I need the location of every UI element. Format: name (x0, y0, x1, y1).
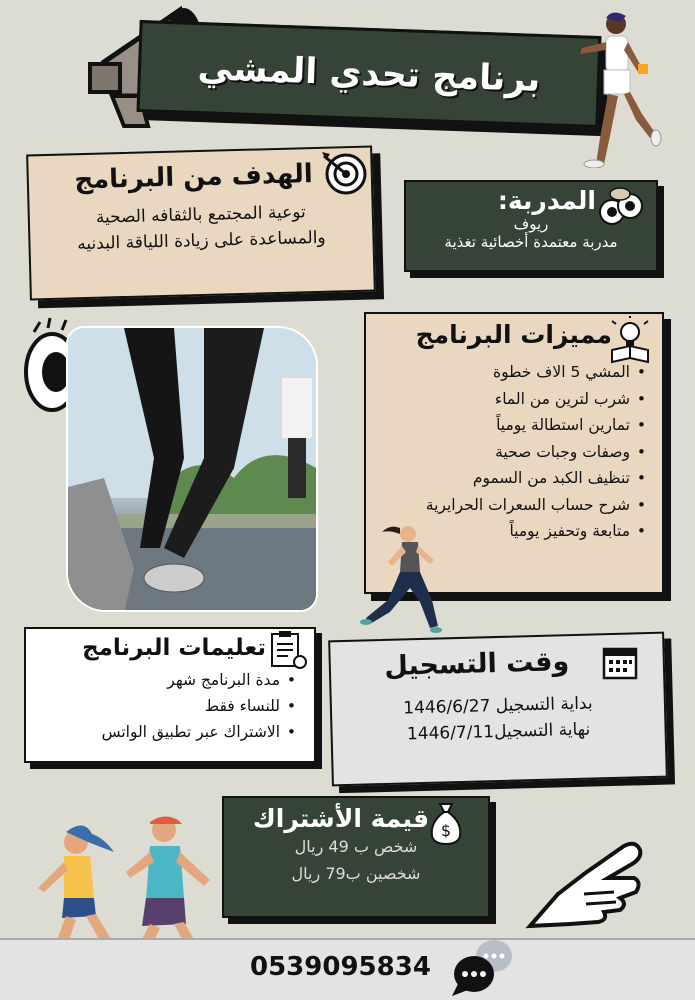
features-heading: مميزات البرنامج (415, 320, 612, 349)
trainer-name: ريوف (513, 215, 549, 233)
chat-bubble-icon (450, 936, 516, 998)
clipboard-icon (268, 630, 308, 670)
registration-heading: وقت التسجيل (383, 646, 570, 682)
goal-line-1: توعية المجتمع بالثقافه الصحية (95, 202, 306, 228)
goal-line-2: والمساعدة على زيادة اللياقة البدنيه (77, 227, 326, 255)
trainer-heading: المدربة: (497, 186, 596, 215)
lightbulb-book-icon (610, 316, 650, 364)
subscription-single: شخص ب 49 ريال (294, 837, 418, 856)
walking-photo (66, 326, 318, 612)
features-list (376, 359, 648, 545)
page-title: برنامج تحدي المشي (197, 48, 541, 100)
list-item: • تنظيف الكبد من السموم (376, 465, 648, 492)
list-item: • تمارين استطالة يومياً (376, 412, 648, 439)
list-item: • الاشتراك عبر تطبيق الواتس (38, 719, 302, 745)
trainer-description: مدربة معتمدة أخصائية تغذية (444, 233, 618, 251)
chat-heads-icon (594, 186, 646, 232)
subscription-heading: قيمة الأشتراك (252, 804, 430, 833)
registration-start: بداية التسجيل 1446/6/27 (402, 693, 593, 719)
instructions-list (38, 667, 302, 745)
target-icon (320, 150, 370, 196)
list-item: • شرب لترين من الماء (376, 386, 648, 413)
phone-number[interactable]: 0539095834 (250, 952, 431, 982)
list-item: • مدة البرنامج شهر (38, 667, 302, 693)
title-banner (137, 20, 602, 128)
goal-heading: الهدف من البرنامج (73, 159, 314, 196)
svg-text:$: $ (440, 821, 452, 840)
list-item: • وصفات وجبات صحية (376, 439, 648, 466)
runner-woman-illustration-2 (360, 520, 446, 644)
list-item: • المشي 5 الاف خطوة (376, 359, 648, 386)
instructions-heading: تعليمات البرنامج (82, 635, 266, 661)
list-item: • متابعة وتحفيز يومياً (376, 518, 648, 545)
money-bag-icon (426, 800, 466, 846)
runner-woman-illustration (572, 8, 662, 168)
calendar-icon (602, 644, 638, 680)
registration-end: نهاية التسجيل1446/7/11 (406, 719, 591, 745)
pointing-hand-icon (524, 838, 646, 930)
list-item: • شرح حساب السعرات الحرايرية (376, 492, 648, 519)
list-item: • للنساء فقط (38, 693, 302, 719)
subscription-double: شخصين ب79 ريال (291, 864, 421, 883)
